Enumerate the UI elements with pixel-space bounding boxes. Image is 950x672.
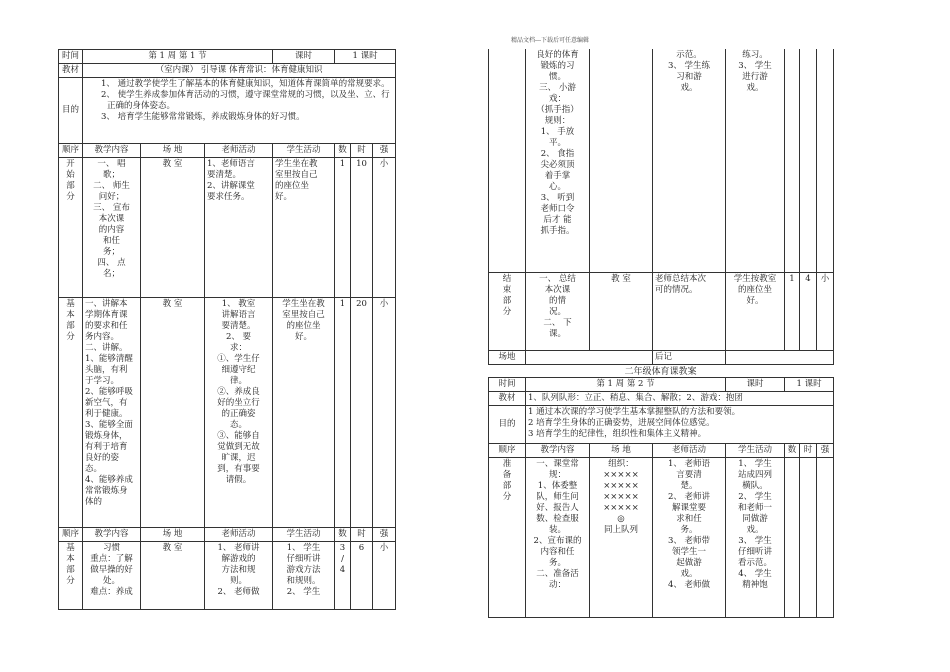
header-venue: 场 地 [141,144,205,158]
time-label: 时间 [59,50,83,64]
venue-value [526,350,653,364]
end-venue: 教 室 [590,272,653,350]
row-teacher: 1、老师语言 要清楚。 2、讲解课堂 要求任务。 [205,158,273,298]
goal-item: 2 培育学生身体的正确姿势，进展空间体位感觉。 [528,418,715,428]
row-venue: 教 室 [141,298,205,528]
header-time: 时 [800,444,817,458]
header-order: 顺序 [489,444,526,458]
goal-item: 3 培育学生的纪律性，组织性和集体主义精神。 [528,429,707,439]
row-student: 学生坐在教 室里按自己 的座位坐 好。 [273,158,335,298]
end-order: 结 束 部 分 [489,272,526,350]
row-intensity: 小 [373,298,396,528]
row-order: 基 本 部 分 [59,542,83,610]
header-content: 教学内容 [526,444,590,458]
row-order: 基 本 部 分 [59,298,83,528]
cont-student: 练习。 3、 学生 进行游 戏。 [726,49,785,272]
header-order: 顺序 [59,144,83,158]
row-count [785,458,800,618]
cont-intensity [817,49,834,272]
header-teacher: 老师活动 [205,528,273,542]
header-student: 学生活动 [273,528,335,542]
goal-label: 目的 [489,406,526,444]
header-intensity: 强 [373,144,396,158]
row-student: 1、 学生 仔细听讲 游戏方法 和规则。 2、 学生 [273,542,335,610]
header-venue: 场 地 [590,444,653,458]
end-intensity: 小 [817,272,834,350]
cont-order [489,49,526,272]
header-order: 顺序 [59,528,83,542]
header-time: 时 [351,144,373,158]
row-content: 习惯 重点：了解 做早操的好 处。 难点：养成 [83,542,141,610]
row-time: 6 [351,542,373,610]
lesson2-table [488,377,834,618]
row-content: 一、 唱 歌； 二、 师生 问好； 三、 宣布 本次课 的内容 和任 务； 四、 点 名； [83,158,141,298]
row-student: 学生坐在教 室里按自己 的座位坐 好。 [273,298,335,528]
header-note: 精品文档---下载后可任意编辑 [510,37,590,44]
goals [83,78,396,144]
time-label: 时间 [489,378,526,392]
time-value: 第 1 周 第 1 节 [83,50,273,64]
venue-label: 场地 [489,350,526,364]
row-time: 20 [351,298,373,528]
header-intensity: 强 [373,528,396,542]
period-label: 课时 [726,378,785,392]
end-content: 一、 总结 本次课 的情 况。 二、 下 课。 [526,272,590,350]
row-time [800,458,817,618]
row-student: 1、 学生 站成四列 横队。 2、 学生 和老师一 同做游 戏。 3、 学生 仔细听讲 看示范。 4、 学生 精神饱 [726,458,785,618]
period-label: 课时 [273,50,335,64]
afterword-value [726,350,834,364]
lesson2-table-wrapper [488,377,834,618]
goal-item: 1、 通过教学使学生了解基本的体育健康知识，知道体育课简单的常规要求。 [101,79,390,89]
goal-item: 1 通过本次课的学习使学生基本掌握整队的方法和要领。 [528,407,741,417]
header-teacher: 老师活动 [653,444,726,458]
header-venue: 场 地 [141,528,205,542]
header-time: 时 [351,528,373,542]
header-content: 教学内容 [83,144,141,158]
goal-label: 目的 [59,78,83,144]
row-count: 1 [335,298,351,528]
goals [526,406,834,444]
afterword-label: 后记 [653,350,726,364]
row-time: 10 [351,158,373,298]
row-intensity: 小 [373,158,396,298]
goal-item: 3、 培育学生能够常常锻炼，养成锻炼身体的好习惯。 [101,112,305,122]
row-intensity: 小 [373,542,396,610]
row-venue: 教 室 [141,158,205,298]
header-teacher: 老师活动 [205,144,273,158]
lesson1-cont-wrapper [488,49,834,365]
row-teacher: 1、 老师讲 解游戏的 方法和规 则。 2、 老师做 [205,542,273,610]
header-student: 学生活动 [726,444,785,458]
header-count: 数 [335,144,351,158]
end-count: 1 [785,272,800,350]
header-count: 数 [785,444,800,458]
row-content: 一、课堂常 规： 1、体委整 队，师生问 好、报告人 数、检查服 装。 2、宣布课的 内容和任 务。 二、准备活 动： [526,458,590,618]
material-value: （室内课） 引导课 体育常识：体育健康知识 [83,64,396,78]
row-order: 开 始 部 分 [59,158,83,298]
row-content: 一、讲解本 学期体育课 的要求和任 务内容。 二、讲解。 1、能够清醒 头脑，有利 于学习。 2、能够呼吸 新空气，有 利于健康。 3、能够全面 锻炼身体， 有利于培育 良好的姿 态。 4、能够养成 常常锻炼身 体的 [83,298,141,528]
lesson1-table [58,49,396,610]
header-intensity: 强 [817,444,834,458]
material-value: 1、队列队形：立正、稍息、集合、解散；2、游戏：抱团 [526,392,834,406]
cont-content: 良好的体育 锻炼的习 惯。 三、 小游 戏： （抓手指） 规则： 1、 手放 平。 2、 食指 尖必须顶 着手掌 心。 3、 听到 老师口令 后才 能 抓手指。 [526,49,590,272]
period-value: 1 课时 [785,378,834,392]
goal-item: 2、 使学生养成参加体育活动的习惯，遵守课堂常规的习惯，以及坐、立、行正确的身体姿态。 [101,90,390,111]
header-content: 教学内容 [83,528,141,542]
row-count: 1 [335,158,351,298]
row-order: 准 备 部 分 [489,458,526,618]
end-teacher: 老师总结本次 可的情况。 [653,272,726,350]
material-label: 教材 [489,392,526,406]
period-value: 1 课时 [335,50,396,64]
row-teacher: 1、 教室 讲解语言 要清楚。 2、 要 求： ①、学生仔 细遵守纪 律。 ②、养成良 好的坐立行 的正确姿 态。 ③、能够自 觉做到无故 旷课，迟 到，有事要 请假。 [205,298,273,528]
cont-count [785,49,800,272]
cont-venue [590,49,653,272]
lesson1-table-wrapper [58,49,396,610]
header-count: 数 [335,528,351,542]
material-label: 教材 [59,64,83,78]
cont-teacher: 示范。 3、 学生练 习和游 戏。 [653,49,726,272]
row-venue: 组织： ××××× ××××× ××××× ××××× ◎ 同上队列 [590,458,653,618]
end-time: 4 [800,272,817,350]
time-value: 第 1 周 第 2 节 [526,378,726,392]
end-student: 学生按教室 的座位坐 好。 [726,272,785,350]
cont-time [800,49,817,272]
row-intensity [817,458,834,618]
row-count: 3 / 4 [335,542,351,610]
lesson1-cont-table [488,49,834,365]
row-venue: 教 室 [141,542,205,610]
header-student: 学生活动 [273,144,335,158]
row-teacher: 1、 老师语 言要清 楚。 2、 老师讲 解课堂要 求和任 务。 3、 老师带 领学生一 起做游 戏。 4、 老师做 [653,458,726,618]
lesson2-title: 二年级体育课教案 [624,367,697,377]
